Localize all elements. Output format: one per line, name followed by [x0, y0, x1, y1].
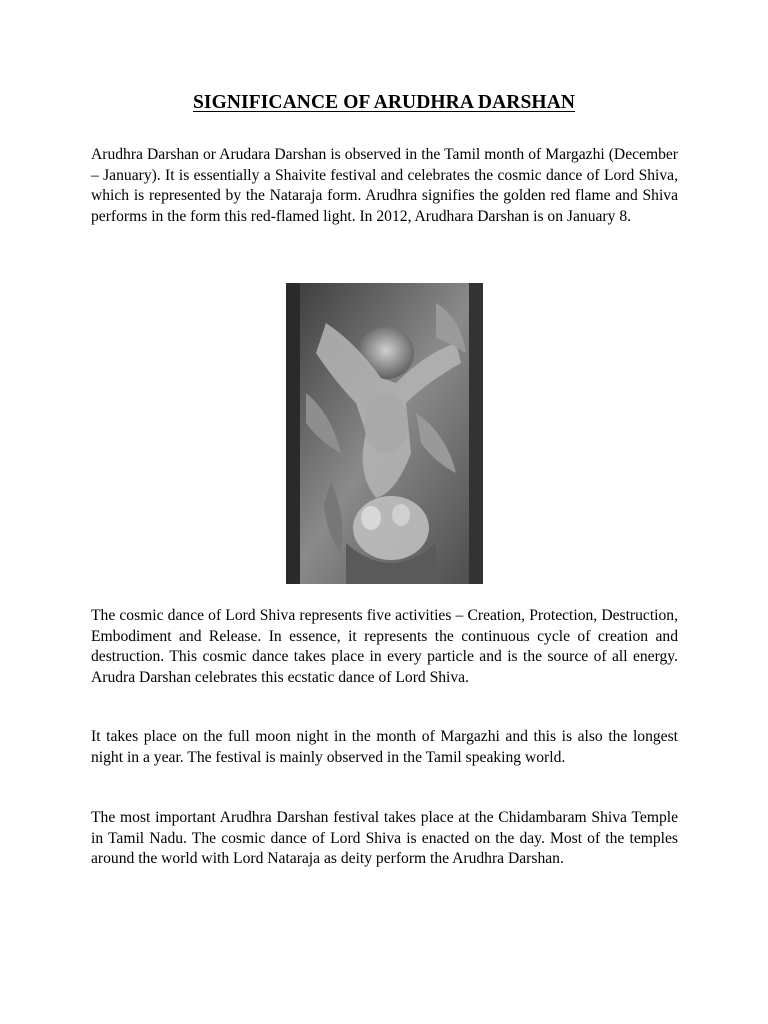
paragraph-chidambaram: The most important Arudhra Darshan festival takes place at the Chidambaram Shiva Temple in Tamil Nadu. The cosmic dance of Lord Shiva is enacted on the day. Most of the temples around the world with Lord Nataraja as deity perform the Arudhra Darshan.	[91, 809, 678, 867]
document-title: SIGNIFICANCE OF ARUDHRA DARSHAN	[192, 92, 576, 113]
paragraph-cosmic-dance: The cosmic dance of Lord Shiva represents five activities – Creation, Protection, Destruction, Embodiment and Release. In essence, it represents the continuous cycle of creation and destruction. This cosmic dance takes place in every particle and is the source of all energy. Arudra Darshan celebrates this ecstatic dance of Lord Shiva.	[91, 607, 678, 686]
nataraja-relief-photo	[286, 283, 483, 584]
paragraph-intro: Arudhra Darshan or Arudara Darshan is observed in the Tamil month of Margazhi (December – January). It is essentially a Shaivite festival and celebrates the cosmic dance of Lord Shiva, which is represented by the Nataraja form. Arudhra signifies the golden red flame and Shiva performs in the form this red-flamed light. In 2012, Arudhara Darshan is on January 8.	[91, 146, 678, 225]
paragraph-full-moon: It takes place on the full moon night in the month of Margazhi and this is also the longest night in a year. The festival is mainly observed in the Tamil speaking world.	[91, 728, 678, 766]
